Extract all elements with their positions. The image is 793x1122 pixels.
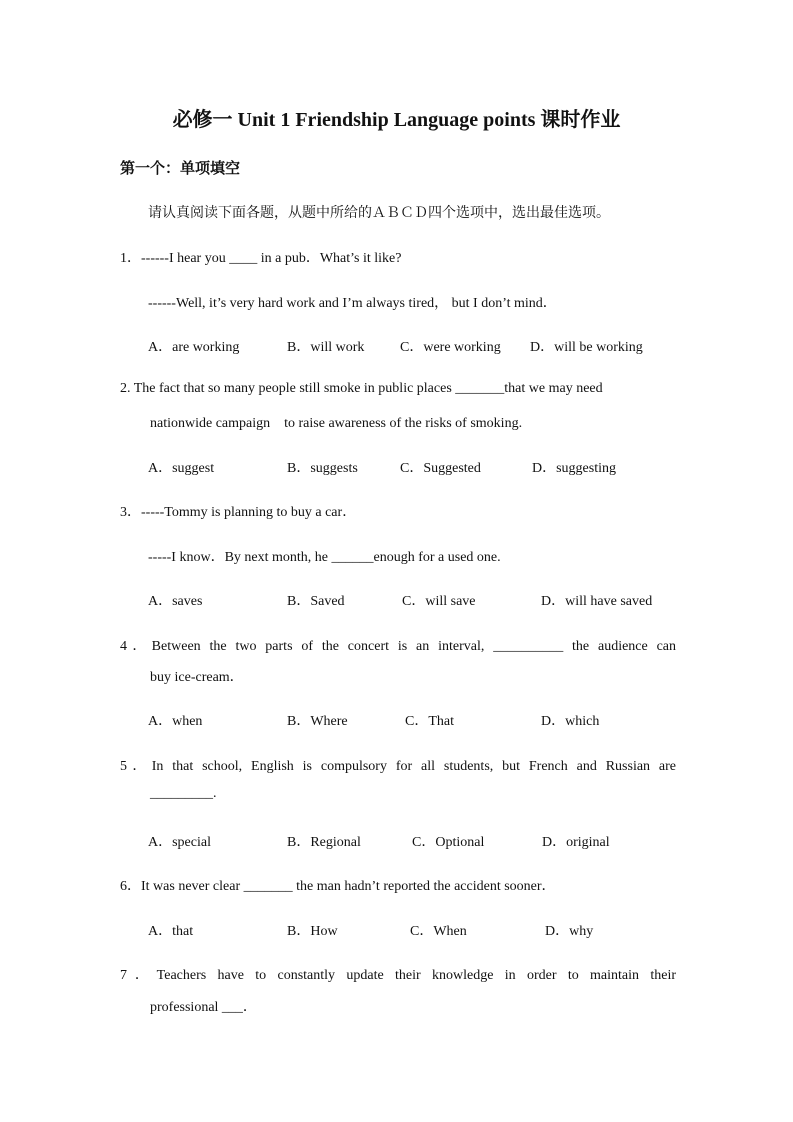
question-1-option-a: A．are working — [148, 340, 240, 355]
question-3-option-a: A．saves — [148, 594, 203, 609]
question-6-text: 6．It was never clear _______ the man hadn’t reported the accident sooner． — [120, 879, 556, 894]
question-1-option-d: D．will be working — [530, 340, 643, 355]
question-1-option-c: C．were working — [400, 340, 501, 355]
question-3-option-d: D．will have saved — [541, 594, 653, 609]
section-heading: 第一个：单项填空 — [120, 161, 241, 177]
question-3-text-line2: -----I know．By next month, he ______enough for a used one. — [148, 550, 501, 565]
question-2-option-c: C．Suggested — [400, 461, 481, 476]
question-3-option-b: B．Saved — [287, 594, 345, 609]
question-4-option-c: C．That — [405, 714, 454, 729]
question-2-option-a: A．suggest — [148, 461, 215, 476]
question-5-text-line2: _________. — [150, 786, 217, 801]
question-5-option-c: C．Optional — [412, 835, 485, 850]
question-6-option-c: C．When — [410, 924, 467, 939]
question-3-text: 3．-----Tommy is planning to buy a car． — [120, 505, 357, 520]
question-7-text-line2: professional ___． — [150, 1000, 257, 1015]
question-7-text: 7．Teachers have to constantly update their knowledge in order to maintain their — [120, 968, 676, 983]
page-title: 必修一 Unit 1 Friendship Language points 课时作业 — [172, 109, 621, 131]
question-2-text-line2: nationwide campaign to raise awareness of the risks of smoking. — [150, 416, 523, 431]
question-2-option-b: B．suggests — [287, 461, 358, 476]
question-4-text-line2: buy ice-cream． — [150, 670, 244, 685]
question-4-text: 4．Between the two parts of the concert is an interval, __________ the audience can — [120, 639, 676, 654]
question-4-option-b: B．Where — [287, 714, 348, 729]
question-5-option-a: A．special — [148, 835, 211, 850]
question-5-option-d: D．original — [542, 835, 610, 850]
question-1-option-b: B．will work — [287, 340, 365, 355]
question-1-text-line2: ------Well, it’s very hard work and I’m always tired， but I don’t mind． — [148, 296, 557, 311]
instruction-text: 请认真阅读下面各题，从题中所给的ＡＢＣＤ四个选项中，选出最佳选项。 — [148, 206, 610, 221]
question-5-text: 5．In that school, English is compulsory for all students, but French and Russian are — [120, 759, 676, 774]
question-1-text: 1．------I hear you ____ in a pub．What’s it like? — [120, 251, 402, 266]
question-4-option-a: A．when — [148, 714, 203, 729]
question-6-option-b: B．How — [287, 924, 338, 939]
question-3-option-c: C．will save — [402, 594, 476, 609]
question-6-option-a: A．that — [148, 924, 194, 939]
question-6-option-d: D．why — [545, 924, 594, 939]
question-2-text: 2. The fact that so many people still smoke in public places _______that we may need — [120, 381, 603, 396]
question-2-option-d: D．suggesting — [532, 461, 616, 476]
question-4-option-d: D．which — [541, 714, 600, 729]
question-5-option-b: B．Regional — [287, 835, 361, 850]
